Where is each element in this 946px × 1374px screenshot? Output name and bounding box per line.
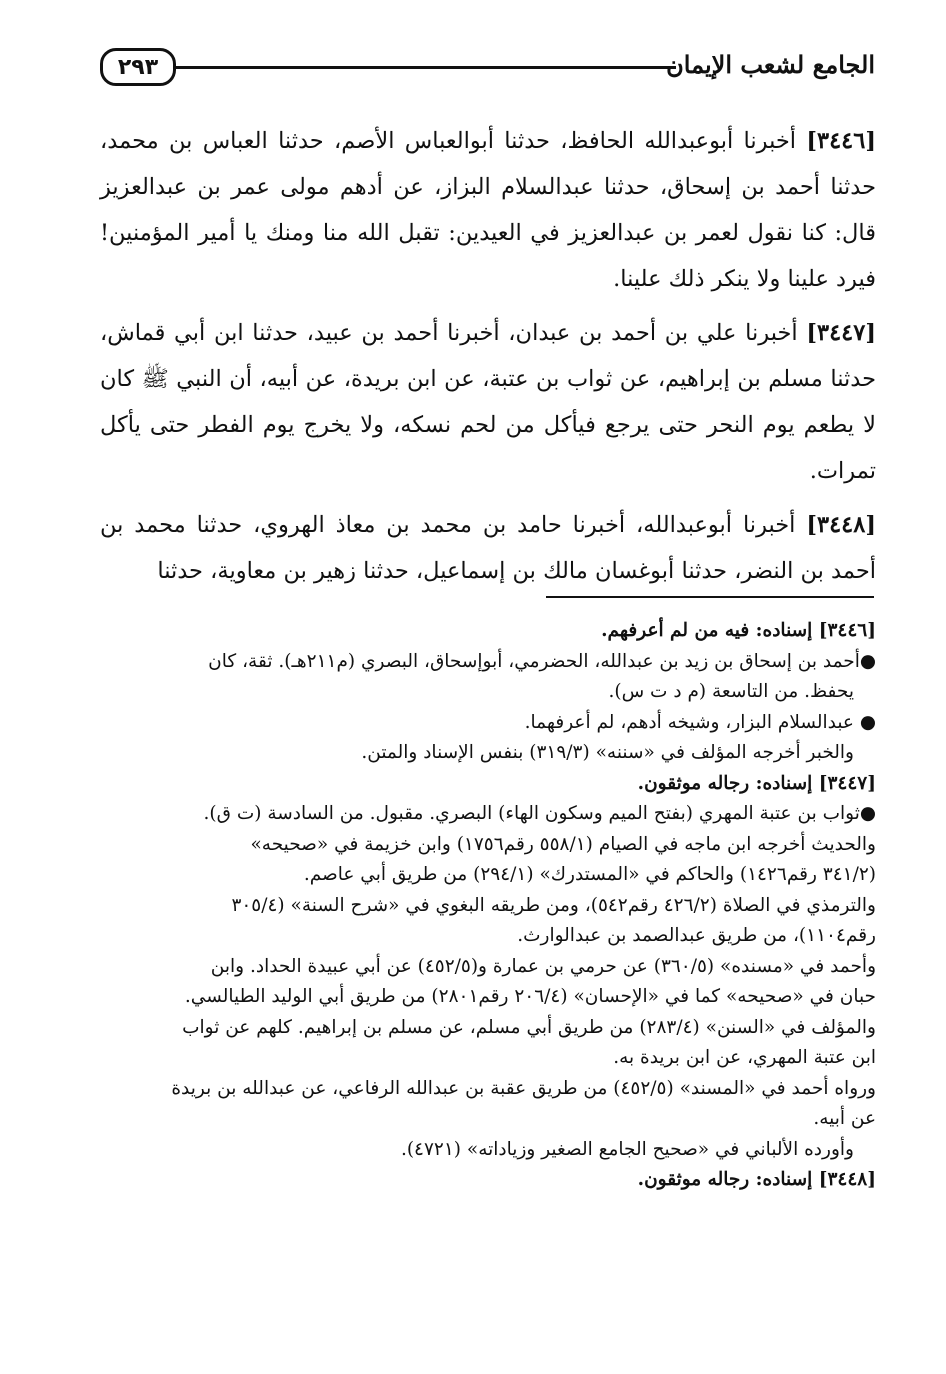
footnote-separator [546, 596, 874, 598]
page-number: ٢٩٣ [100, 48, 176, 86]
note-line: ● عبدالسلام البزار، وشيخه أدهم، لم أعرفهما. [524, 711, 876, 733]
hadith-number: [٣٤٤٧] [806, 320, 876, 346]
hadith-text: أخبرنا أبوعبدالله الحافظ، حدثنا أبوالعباس الأصم، حدثنا العباس بن محمد، حدثنا أحمد بن إسحاق، حدثنا عبدالسلام البزاز، عن أدهم مولى عمر بن عبدالعزيز قال: كنا نقول لعمر بن عبدالعزيز في العيدين: تقبل الله منا ومنك يا أمير المؤمنين! فيرد علينا ولا ينكر ذلك علينا. [100, 128, 876, 292]
note-line: يحفظ. من التاسعة (م د ت س). [608, 681, 854, 702]
note-line: (٣٤١/٢ رقم١٤٢٦) والحاكم في «المستدرك» (٢٩٤/١) من طريق أبي عاصم. [303, 864, 876, 885]
book-title: الجامع لشعب الإيمان [666, 50, 875, 79]
page-header [100, 42, 875, 98]
note-line: عن أبيه. [813, 1108, 876, 1129]
hadith-text: أخبرنا أبوعبدالله، أخبرنا حامد بن محمد بن معاذ الهروي، حدثنا محمد بن أحمد بن النضر، حدثنا أبوغسان مالك بن إسماعيل، حدثنا زهير بن معاوية، حدثنا [100, 512, 876, 584]
hadith-number: [٣٤٤٨] [806, 512, 876, 538]
note-line: وأحمد في «مسنده» (٣٦٠/٥) عن حرمي بن عمارة و(٤٥٢/٥) عن أبي عبيدة الحداد. وابن [210, 955, 876, 977]
note-heading-3447: [٣٤٤٧] إسناده: رجاله موثقون. [637, 772, 876, 794]
hadith-3448 [100, 502, 876, 594]
note-line: ابن عتبة المهري، عن ابن بريدة به. [613, 1047, 876, 1068]
note-line: ●ثواب بن عتبة المهري (بفتح الميم وسكون الهاء) البصري. مقبول. من السادسة (ت ق). [203, 803, 876, 824]
note-line: ●أحمد بن إسحاق بن زيد بن عبدالله، الحضرمي، أبوإسحاق، البصري (م٢١١هـ). ثقة، كان [208, 650, 876, 672]
note-heading-3448: [٣٤٤٨] إسناده: رجاله موثقون. [637, 1169, 876, 1190]
hadith-3447 [100, 310, 876, 494]
note-line: والمؤلف في «السنن» (٢٨٣/٤) من طريق أبي مسلم، عن مسلم بن إبراهيم. كلهم عن ثواب [182, 1016, 876, 1038]
note-heading-3446: [٣٤٤٦] إسناده: فيه من لم أعرفهم. [601, 620, 876, 641]
note-line: حبان في «صحيحه» كما في «الإحسان» (٢٠٦/٤ رقم٢٨٠١) من طريق أبي الوليد الطيالسي. [184, 986, 876, 1007]
hadith-text: أخبرنا علي بن أحمد بن عبدان، أخبرنا أحمد بن عبيد، حدثنا ابن أبي قماش، حدثنا مسلم بن إبراهيم، عن ثواب بن عتبة، عن ابن بريدة، عن أبيه، أن النبي ﷺ كان لا يطعم يوم النحر حتى يرجع فيأكل من لحم نسكه، ولا يخرج يوم الفطر حتى يأكل تمرات. [100, 320, 876, 484]
note-line: وأورده الألباني في «صحيح الجامع الصغير وزياداته» (٤٧٢١). [400, 1138, 854, 1160]
footnotes [96, 616, 876, 1196]
note-line: والخبر أخرجه المؤلف في «سننه» (٣١٩/٣) بنفس الإسناد والمتن. [361, 742, 854, 763]
hadith-number: [٣٤٤٦] [806, 128, 876, 154]
hadith-3446 [100, 118, 876, 302]
header-rule [176, 66, 676, 69]
note-line: والترمذي في الصلاة (٤٢٦/٢ رقم٥٤٢)، ومن طريقه البغوي في «شرح السنة» (٣٠٥/٤ [231, 894, 876, 916]
note-line: ورواه أحمد في «المسند» (٤٥٢/٥) من طريق عقبة بن عبدالله الرفاعي، عن عبدالله بن بريدة [171, 1077, 876, 1099]
note-line: والحديث أخرجه ابن ماجه في الصيام (٥٥٨/١ رقم١٧٥٦) وابن خزيمة في «صحيحه» [250, 833, 876, 855]
note-line: رقم١١٠٤)، من طريق عبدالصمد بن عبدالوارث. [517, 925, 876, 946]
main-text [100, 118, 876, 602]
